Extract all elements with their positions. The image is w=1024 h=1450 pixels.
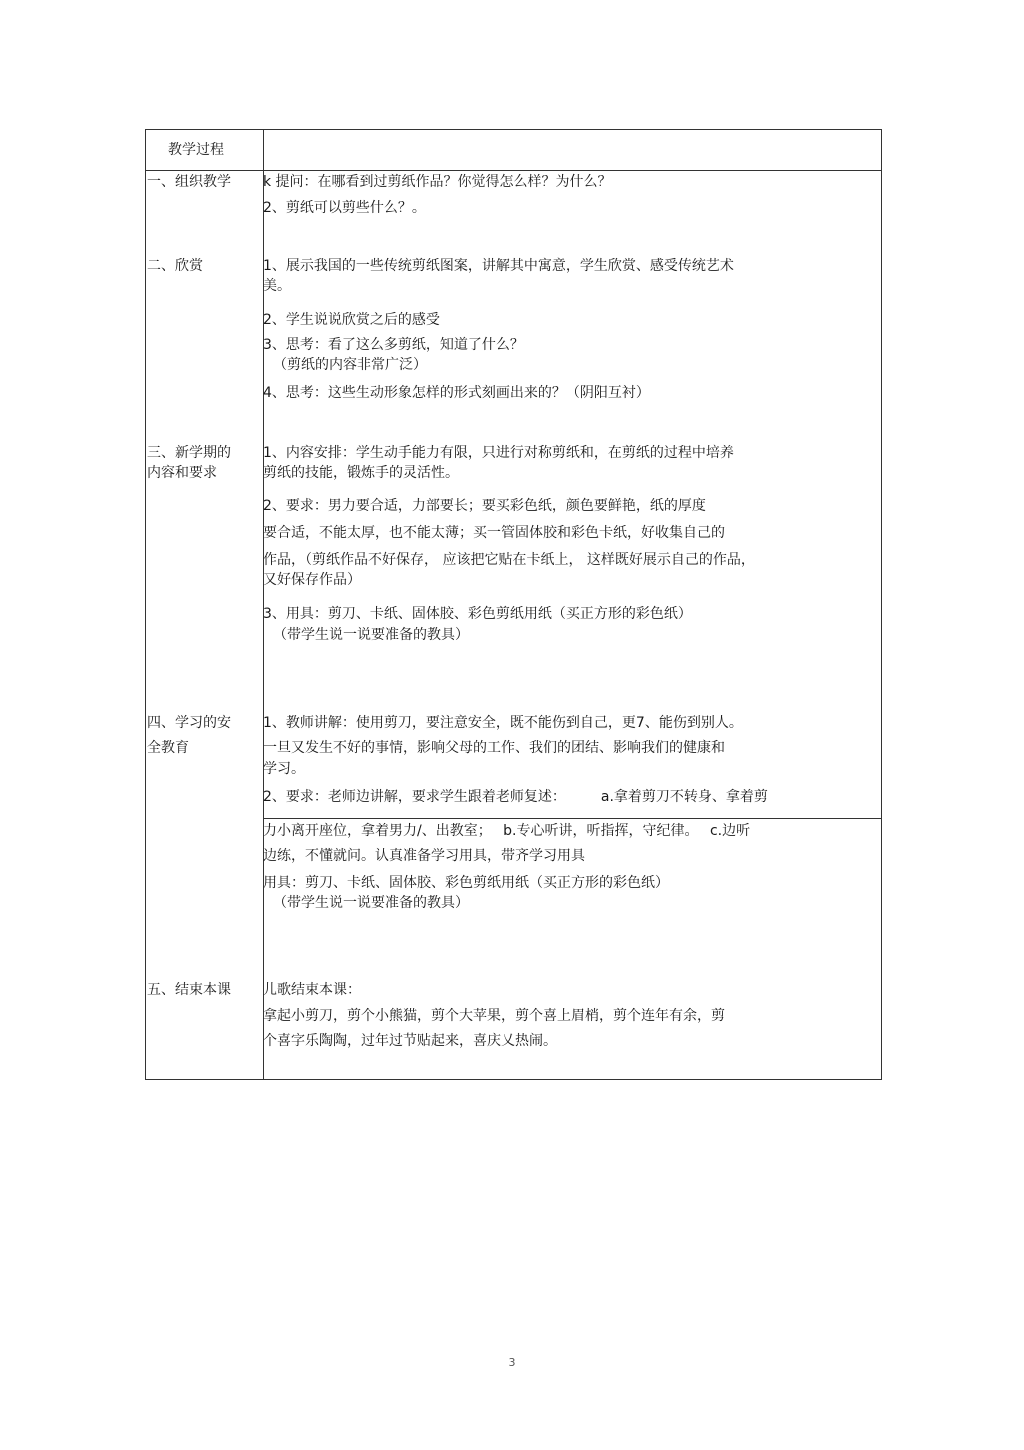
- content-line: 1、展示我国的一些传统剪纸图案，讲解其中寓意，学生欣赏、感受传统艺术: [263, 258, 734, 274]
- content-line: 个喜字乐陶陶，过年过节贴起来，喜庆乂热闹。: [263, 1033, 557, 1049]
- content-line: （带学生说一说要准备的教具）: [273, 627, 469, 643]
- content-line: 又好保存作品）: [263, 572, 361, 588]
- content-line: 一旦又发生不好的事情，影响父母的工作、我们的团结、影响我们的健康和: [263, 740, 725, 756]
- content-line: 剪纸的技能，锻炼手的灵活性。: [263, 465, 459, 481]
- section-title: 内容和要求: [147, 465, 217, 481]
- content-line: （剪纸的内容非常广泛）: [273, 357, 427, 373]
- content-line: 3、思考：看了这么多剪纸，知道了什么？: [263, 337, 524, 353]
- content-line: （带学生说一说要准备的教具）: [273, 895, 469, 911]
- content-row-divider: [263, 818, 882, 819]
- content-line: 学习。: [263, 761, 305, 777]
- section-title: 全教育: [147, 740, 189, 756]
- header-row-divider: [145, 170, 882, 171]
- table-header-label: 教学过程: [168, 142, 224, 158]
- content-line: 2、剪纸可以剪些什么？。: [263, 200, 426, 216]
- content-line: 儿歌结束本课：: [263, 982, 361, 998]
- content-line: 1、教师讲解：使用剪刀，要注意安全，既不能伤到自己，更7、能伤到别人。: [263, 715, 743, 731]
- section-title: 五、结束本课: [147, 982, 231, 998]
- content-line: k 提问：在哪看到过剪纸作品？你觉得怎么样？为什么？: [263, 174, 612, 190]
- section-title: 一、组织教学: [147, 174, 231, 190]
- content-line: 拿起小剪刀，剪个小熊猫，剪个大苹果，剪个喜上眉梢，剪个连年有余，剪: [263, 1008, 725, 1024]
- content-line: 力小离开座位，拿着男力/、出教室； b.专心听讲，听指挥，守纪律。 c.边听: [263, 823, 751, 839]
- section-title: 三、新学期的: [147, 445, 231, 461]
- section-title: 二、欣赏: [147, 258, 203, 274]
- content-line: 4、思考：这些生动形象怎样的形式刻画出来的？（阴阳互衬）: [263, 385, 650, 401]
- page-number: 3: [508, 1356, 516, 1369]
- content-line: 2、要求：老师边讲解，要求学生跟着老师复述： a.拿着剪刀不转身、拿着剪: [263, 789, 768, 805]
- content-line: 2、要求：男力要合适，力部要长；要买彩色纸，颜色要鲜艳，纸的厚度: [263, 498, 706, 514]
- content-line: 作品，（剪纸作品不好保存， 应该把它贴在卡纸上， 这样既好展示自己的作品，: [263, 552, 755, 568]
- content-line: 要合适，不能太厚，也不能太薄；买一管固体胶和彩色卡纸，好收集自己的: [263, 525, 725, 541]
- content-line: 边练，不懂就问。认真准备学习用具，带齐学习用具: [263, 848, 585, 864]
- content-line: 1、内容安排：学生动手能力有限，只进行对称剪纸和，在剪纸的过程中培养: [263, 445, 734, 461]
- content-line: 美。: [263, 278, 291, 294]
- content-line: 3、用具：剪刀、卡纸、固体胶、彩色剪纸用纸（买正方形的彩色纸）: [263, 606, 692, 622]
- section-title: 四、学习的安: [147, 715, 231, 731]
- content-line: 用具：剪刀、卡纸、固体胶、彩色剪纸用纸（买正方形的彩色纸）: [263, 875, 669, 891]
- content-line: 2、学生说说欣赏之后的感受: [263, 312, 440, 328]
